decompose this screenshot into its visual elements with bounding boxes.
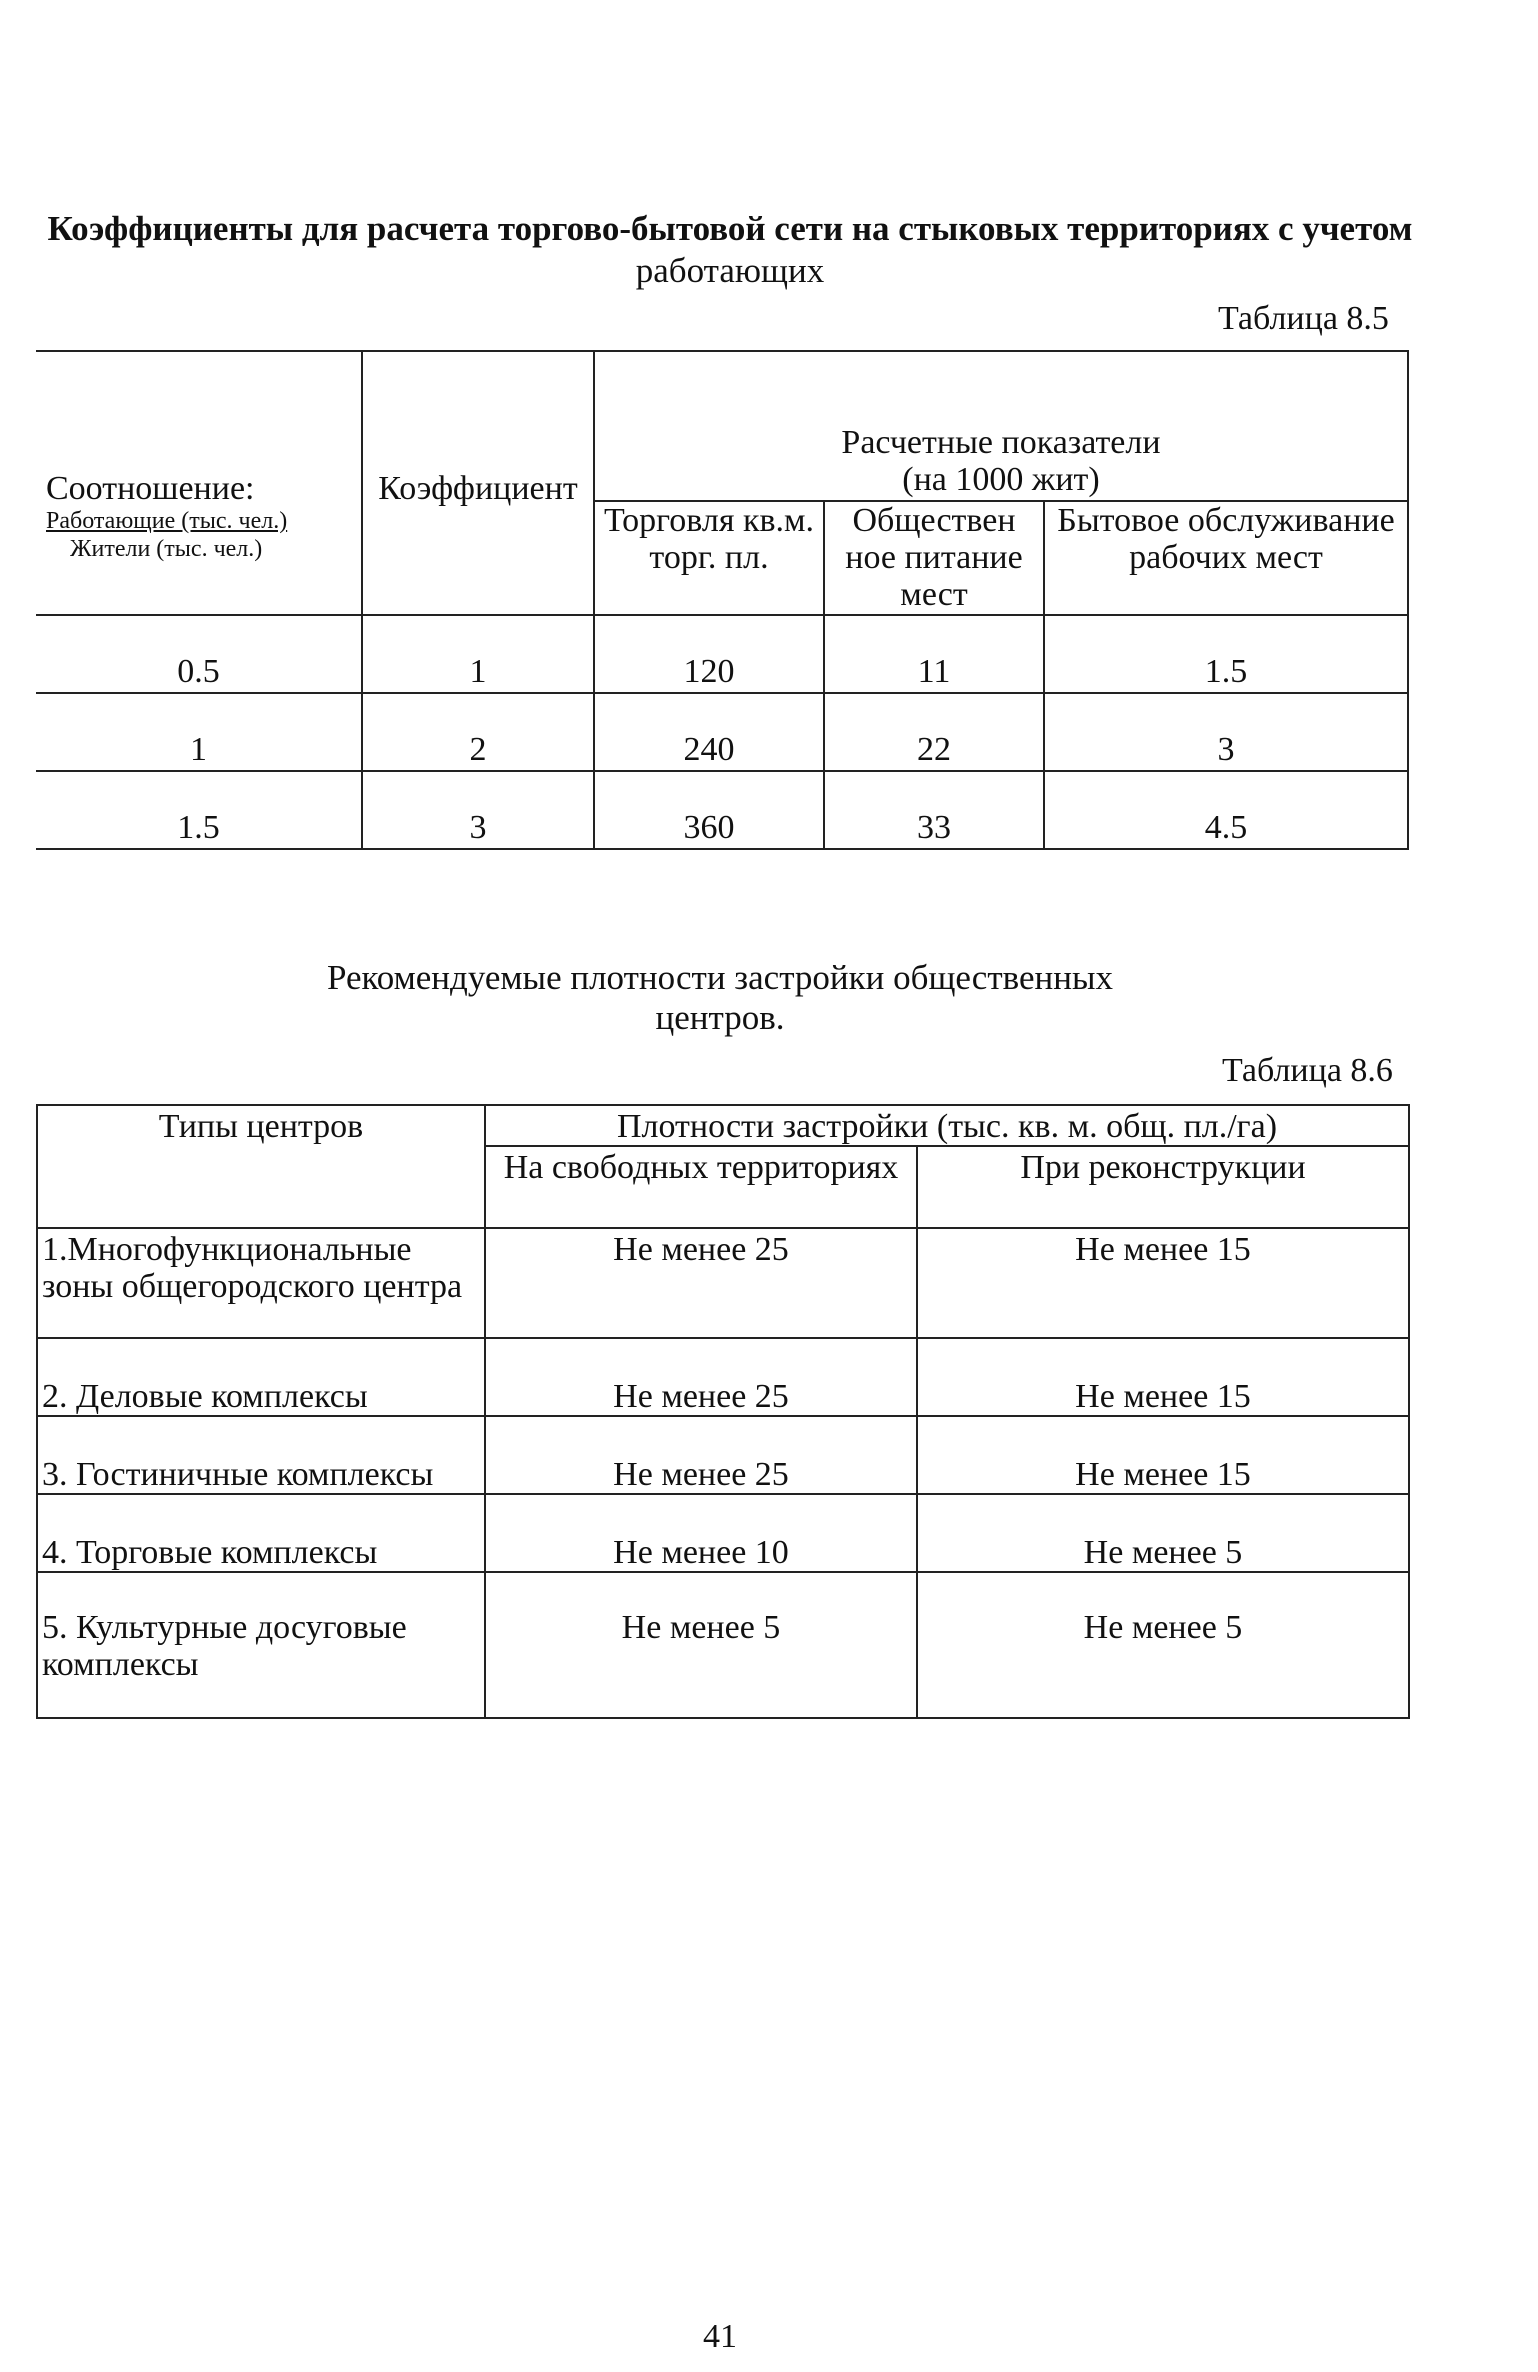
catering-cell: 33 bbox=[824, 771, 1044, 849]
free-cell: Не менее 10 bbox=[485, 1494, 917, 1572]
trade-cell: 240 bbox=[594, 693, 824, 771]
trade-cell: 360 bbox=[594, 771, 824, 849]
coef-cell: 3 bbox=[362, 771, 594, 849]
services-cell: 1.5 bbox=[1044, 615, 1408, 693]
reconstruction-cell: Не менее 5 bbox=[917, 1494, 1409, 1572]
reconstruction-cell: Не менее 5 bbox=[917, 1572, 1409, 1718]
indicators-line2: (на 1000 жит) bbox=[902, 461, 1100, 498]
ratio-denominator: Жители (тыс. чел.) bbox=[70, 536, 263, 562]
services-cell: 3 bbox=[1044, 693, 1408, 771]
reconstruction-cell: Не менее 15 bbox=[917, 1338, 1409, 1416]
indicators-header bbox=[594, 351, 1408, 501]
catering-cell: 11 bbox=[824, 615, 1044, 693]
free-cell: Не менее 25 bbox=[485, 1228, 917, 1338]
types-header: Типы центров bbox=[37, 1105, 485, 1228]
services-header: Бытовое обслуживание рабочих мест bbox=[1044, 501, 1408, 615]
table-row bbox=[37, 1572, 1409, 1718]
page-number: 41 bbox=[703, 2318, 737, 2355]
center-type-cell: 1.Многофункциональные зоны общегородского центра bbox=[37, 1228, 485, 1338]
table-row bbox=[36, 771, 1408, 849]
table1-title bbox=[40, 208, 1420, 292]
table-row bbox=[37, 1416, 1409, 1494]
services-cell: 4.5 bbox=[1044, 771, 1408, 849]
reconstruction-cell: Не менее 15 bbox=[917, 1416, 1409, 1494]
ratio-numerator: Работающие (тыс. чел.) bbox=[46, 508, 288, 534]
density-header: Плотности застройки (тыс. кв. м. общ. пл./га) bbox=[485, 1105, 1409, 1146]
ratio-title: Соотношение: bbox=[46, 470, 255, 507]
table1-label: Таблица 8.5 bbox=[1218, 300, 1389, 337]
table-row bbox=[37, 1338, 1409, 1416]
table2-label: Таблица 8.6 bbox=[1222, 1052, 1393, 1089]
center-type-cell: 3. Гостиничные комплексы bbox=[37, 1416, 485, 1494]
coefficients-table bbox=[36, 350, 1409, 850]
table-row bbox=[36, 693, 1408, 771]
table-row bbox=[37, 1228, 1409, 1338]
free-header: На свободных территориях bbox=[485, 1146, 917, 1228]
density-table bbox=[36, 1104, 1410, 1719]
trade-header: Торговля кв.м. торг. пл. bbox=[594, 501, 824, 615]
catering-cell: 22 bbox=[824, 693, 1044, 771]
center-type-cell: 5. Культурные досуговые комплексы bbox=[37, 1572, 485, 1718]
coef-cell: 2 bbox=[362, 693, 594, 771]
coef-header: Коэффициент bbox=[362, 351, 594, 615]
ratio-header bbox=[36, 351, 362, 615]
reconstruction-header: При реконструкции bbox=[917, 1146, 1409, 1228]
indicators-line1: Расчетные показатели bbox=[841, 424, 1161, 461]
free-cell: Не менее 25 bbox=[485, 1416, 917, 1494]
table-row bbox=[37, 1494, 1409, 1572]
table1-title-line2: работающих bbox=[635, 251, 825, 290]
reconstruction-cell: Не менее 15 bbox=[917, 1228, 1409, 1338]
ratio-cell: 1.5 bbox=[36, 771, 362, 849]
table-row bbox=[36, 615, 1408, 693]
table2-title-line2: центров. bbox=[655, 998, 785, 1037]
ratio-cell: 1 bbox=[36, 693, 362, 771]
free-cell: Не менее 5 bbox=[485, 1572, 917, 1718]
trade-cell: 120 bbox=[594, 615, 824, 693]
table1-title-line1: Коэффициенты для расчета торгово-бытовой сети на стыковых территориях с учетом bbox=[47, 209, 1413, 248]
center-type-cell: 4. Торговые комплексы bbox=[37, 1494, 485, 1572]
table2-title bbox=[180, 958, 1260, 1038]
center-type-cell: 2. Деловые комплексы bbox=[37, 1338, 485, 1416]
coef-cell: 1 bbox=[362, 615, 594, 693]
table2-title-line1: Рекомендуемые плотности застройки общественных bbox=[327, 958, 1113, 997]
catering-header: Обществен ное питание мест bbox=[824, 501, 1044, 615]
ratio-cell: 0.5 bbox=[36, 615, 362, 693]
free-cell: Не менее 25 bbox=[485, 1338, 917, 1416]
